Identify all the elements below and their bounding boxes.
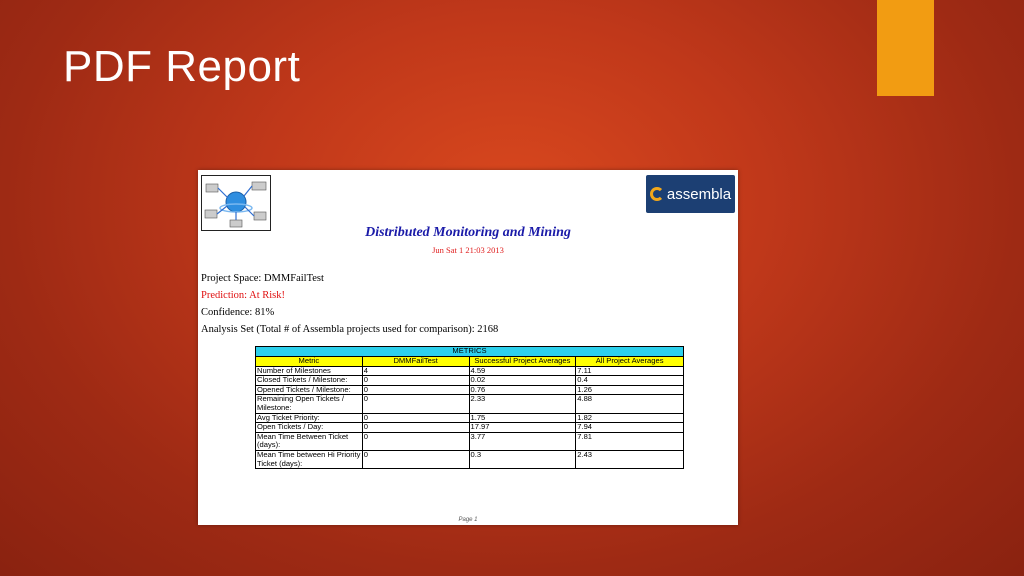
table-cell: 0.4: [576, 376, 684, 386]
table-cell: Mean Time between Hi Priority Ticket (days):: [257, 449, 361, 468]
table-cell: 3.77: [469, 432, 576, 450]
table-cell: 1.75: [469, 413, 576, 423]
table-cell: 7.94: [576, 423, 684, 433]
table-row: [256, 432, 684, 450]
table-cell: 0: [362, 385, 469, 395]
table-cell: 4.88: [576, 395, 684, 413]
page-footer: Page 1: [458, 517, 478, 523]
table-cell: 0.3: [469, 450, 576, 468]
table-cell: 4: [362, 366, 469, 376]
table-cell: 1.26: [576, 385, 684, 395]
table-row: [256, 450, 684, 468]
prediction: Prediction: At Risk!: [201, 290, 285, 301]
table-cell: 0: [362, 376, 469, 386]
table-cell: 7.11: [576, 366, 684, 376]
metrics-table-title: METRICS: [256, 347, 684, 357]
table-cell: 7.81: [576, 432, 684, 450]
table-cell: Remaining Open Tickets / Milestone:: [256, 395, 363, 413]
project-space: Project Space: DMMFailTest: [201, 273, 324, 284]
table-cell: 0.76: [469, 385, 576, 395]
table-row: [256, 395, 684, 413]
pdf-report-document: [198, 170, 738, 525]
table-cell: 17.97: [469, 423, 576, 433]
metrics-header-row: [256, 357, 684, 367]
table-cell: 2.33: [469, 395, 576, 413]
metrics-body: [256, 366, 684, 469]
table-cell: 0: [362, 432, 469, 450]
table-cell: Closed Tickets / Milestone:: [256, 376, 363, 386]
assembla-logo-text: assembla: [666, 185, 732, 203]
table-cell: 0: [362, 423, 469, 433]
table-cell: Open Tickets / Day:: [256, 423, 363, 433]
table-row: [256, 423, 684, 433]
table-cell: 0.02: [469, 376, 576, 386]
assembla-mark-icon: [650, 187, 664, 201]
report-title: Distributed Monitoring and Mining: [365, 225, 571, 240]
table-cell: 0: [362, 413, 469, 423]
column-header: Metric: [256, 357, 363, 367]
table-cell: 4.59: [469, 366, 576, 376]
column-header: All Project Averages: [576, 357, 684, 367]
metrics-table: [255, 346, 684, 469]
slide-title: PDF Report: [63, 42, 301, 91]
table-cell: Number of Milestones: [256, 366, 363, 376]
table-cell: 0: [362, 450, 469, 468]
confidence: Confidence: 81%: [201, 307, 275, 318]
table-cell: 2.43: [576, 450, 684, 468]
network-logo-icon: [201, 175, 271, 231]
table-cell: 1.82: [576, 413, 684, 423]
accent-tab: [877, 0, 934, 96]
table-cell: Mean Time Between Ticket (days):: [256, 432, 363, 450]
column-header: Successful Project Averages: [469, 357, 576, 367]
assembla-logo: [646, 175, 735, 213]
analysis-set: Analysis Set (Total # of Assembla projects used for comparison): 2168: [201, 324, 499, 335]
column-header: DMMFailTest: [362, 357, 469, 367]
table-cell: 0: [362, 395, 469, 413]
table-cell: Avg Ticket Priority:: [256, 413, 363, 423]
table-row: [256, 376, 684, 386]
table-cell: Opened Tickets / Milestone:: [256, 385, 363, 395]
report-date: Jun Sat 1 21:03 2013: [432, 245, 504, 255]
